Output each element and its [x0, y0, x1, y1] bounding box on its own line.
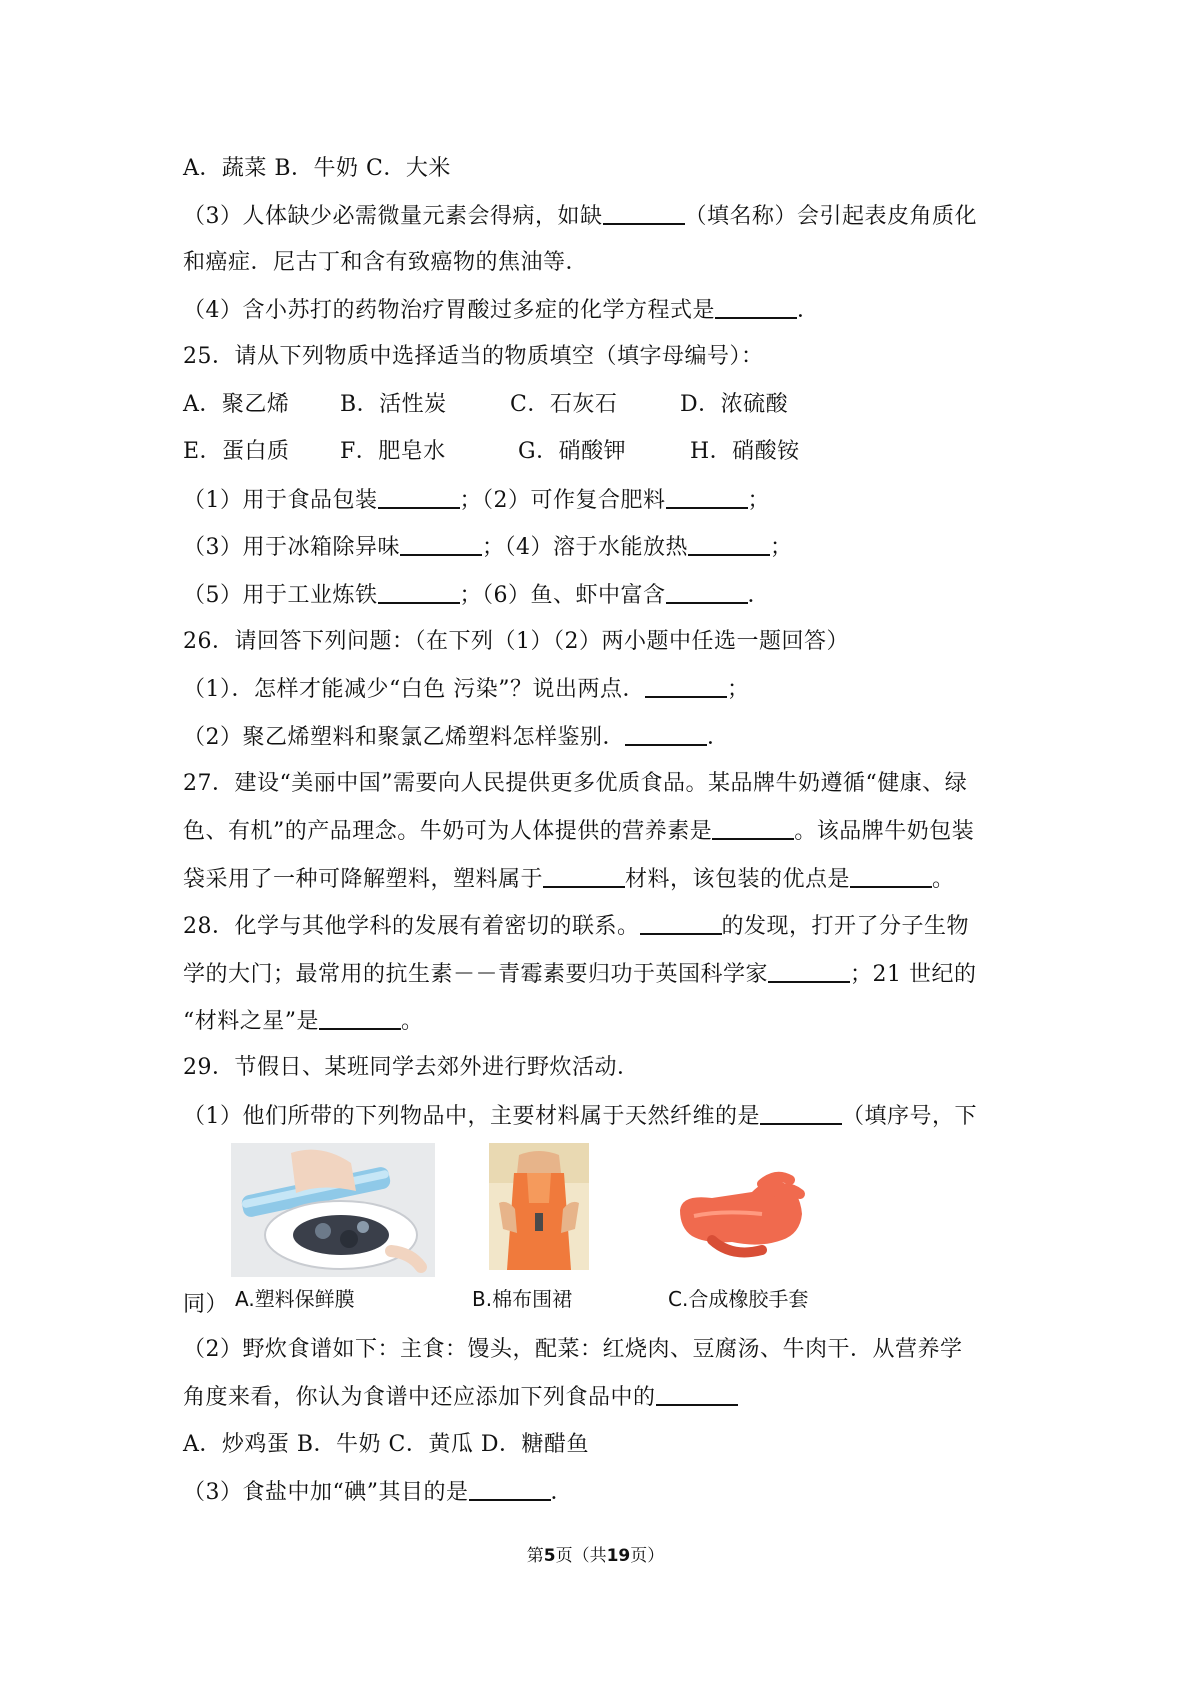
page-footer: 第5页（共19页）	[526, 1546, 665, 1566]
answer-blank[interactable]	[400, 532, 482, 556]
answer-blank[interactable]	[656, 1382, 738, 1406]
text-line: （5）用于工业炼铁 ；（6）鱼、虾中富含 ．	[183, 580, 770, 611]
option-c: C．石灰石	[510, 392, 618, 417]
text-line: （3）食盐中加“碘”其目的是 ．	[183, 1477, 573, 1508]
text-line: 和癌症．尼古丁和含有致癌物的焦油等．	[183, 250, 589, 275]
answer-blank[interactable]	[768, 959, 850, 983]
answer-blank[interactable]	[603, 201, 685, 225]
text-line: 角度来看，你认为食谱中还应添加下列食品中的	[183, 1382, 738, 1413]
text-line: 色、有机”的产品理念。牛奶可为人体提供的营养素是 。该品牌牛奶包装	[183, 816, 974, 847]
plastic-wrap-image	[231, 1143, 435, 1277]
answer-blank[interactable]	[715, 295, 797, 319]
text-line: （2）聚乙烯塑料和聚氯乙烯塑料怎样鉴别． ．	[183, 722, 730, 753]
text-line: A．炒鸡蛋 B．牛奶 C．黄瓜 D．糖醋鱼	[183, 1432, 590, 1457]
option-h: H．硝酸铵	[690, 439, 800, 464]
caption-plastic-wrap: A.塑料保鲜膜	[235, 1287, 355, 1311]
option-b: B．活性炭	[340, 392, 447, 417]
question-29: 29．节假日、某班同学去郊外进行野炊活动．	[183, 1055, 640, 1080]
text-line: （1）．怎样才能减少“白色 污染”？说出两点． ；	[183, 674, 750, 705]
text-line: （2）野炊食谱如下：主食：馒头，配菜：红烧肉、豆腐汤、牛肉干．从营养学	[183, 1337, 963, 1362]
answer-blank[interactable]	[319, 1006, 401, 1030]
text-line: A．蔬菜 B．牛奶 C．大米	[183, 156, 451, 181]
option-e: E．蛋白质	[183, 439, 290, 464]
text-line: （4）含小苏打的药物治疗胃酸过多症的化学方程式是 ．	[183, 295, 820, 326]
text-line: （3）人体缺少必需微量元素会得病，如缺 （填名称）会引起表皮角质化	[183, 201, 977, 232]
option-a: A．聚乙烯	[183, 392, 290, 417]
text-line: 同）	[183, 1292, 229, 1317]
answer-blank[interactable]	[666, 580, 748, 604]
text-line: 袋采用了一种可降解塑料，塑料属于 材料，该包装的优点是 。	[183, 864, 955, 895]
answer-blank[interactable]	[645, 674, 727, 698]
answer-blank[interactable]	[378, 485, 460, 509]
question-27: 27．建设“美丽中国”需要向人民提供更多优质食品。某品牌牛奶遵循“健康、绿	[183, 771, 968, 796]
option-f: F．肥皂水	[340, 439, 446, 464]
cotton-apron-image	[489, 1143, 589, 1270]
option-d: D．浓硫酸	[680, 392, 789, 417]
text-line: （3）用于冰箱除异味 ；（4）溶于水能放热 ；	[183, 532, 793, 563]
question-28: 28．化学与其他学科的发展有着密切的联系。 的发现，打开了分子生物	[183, 911, 969, 942]
page-number: 5	[543, 1546, 556, 1566]
answer-blank[interactable]	[378, 580, 460, 604]
text-line: （1）他们所带的下列物品中，主要材料属于天然纤维的是 （填序号，下	[183, 1101, 977, 1132]
answer-blank[interactable]	[760, 1101, 842, 1125]
answer-blank[interactable]	[712, 816, 794, 840]
text-line: “材料之星”是 。	[183, 1006, 424, 1037]
answer-blank[interactable]	[666, 485, 748, 509]
text-line: 学的大门；最常用的抗生素－－青霉素要归功于英国科学家 ；21 世纪的	[183, 959, 977, 990]
answer-blank[interactable]	[640, 911, 722, 935]
answer-blank[interactable]	[625, 722, 707, 746]
answer-blank[interactable]	[850, 864, 932, 888]
total-pages: 19	[606, 1546, 631, 1566]
answer-blank[interactable]	[688, 532, 770, 556]
answer-blank[interactable]	[543, 864, 625, 888]
caption-cotton-apron: B.棉布围裙	[472, 1287, 573, 1311]
option-g: G．硝酸钾	[518, 439, 627, 464]
text-line: （1）用于食品包装 ；（2）可作复合肥料 ；	[183, 485, 770, 516]
answer-blank[interactable]	[469, 1477, 551, 1501]
rubber-glove-image	[672, 1170, 810, 1262]
question-25: 25．请从下列物质中选择适当的物质填空（填字母编号）：	[183, 344, 764, 369]
caption-rubber-glove: C.合成橡胶手套	[668, 1287, 809, 1311]
question-26: 26．请回答下列问题：（在下列（1）（2）两小题中任选一题回答）	[183, 629, 849, 654]
